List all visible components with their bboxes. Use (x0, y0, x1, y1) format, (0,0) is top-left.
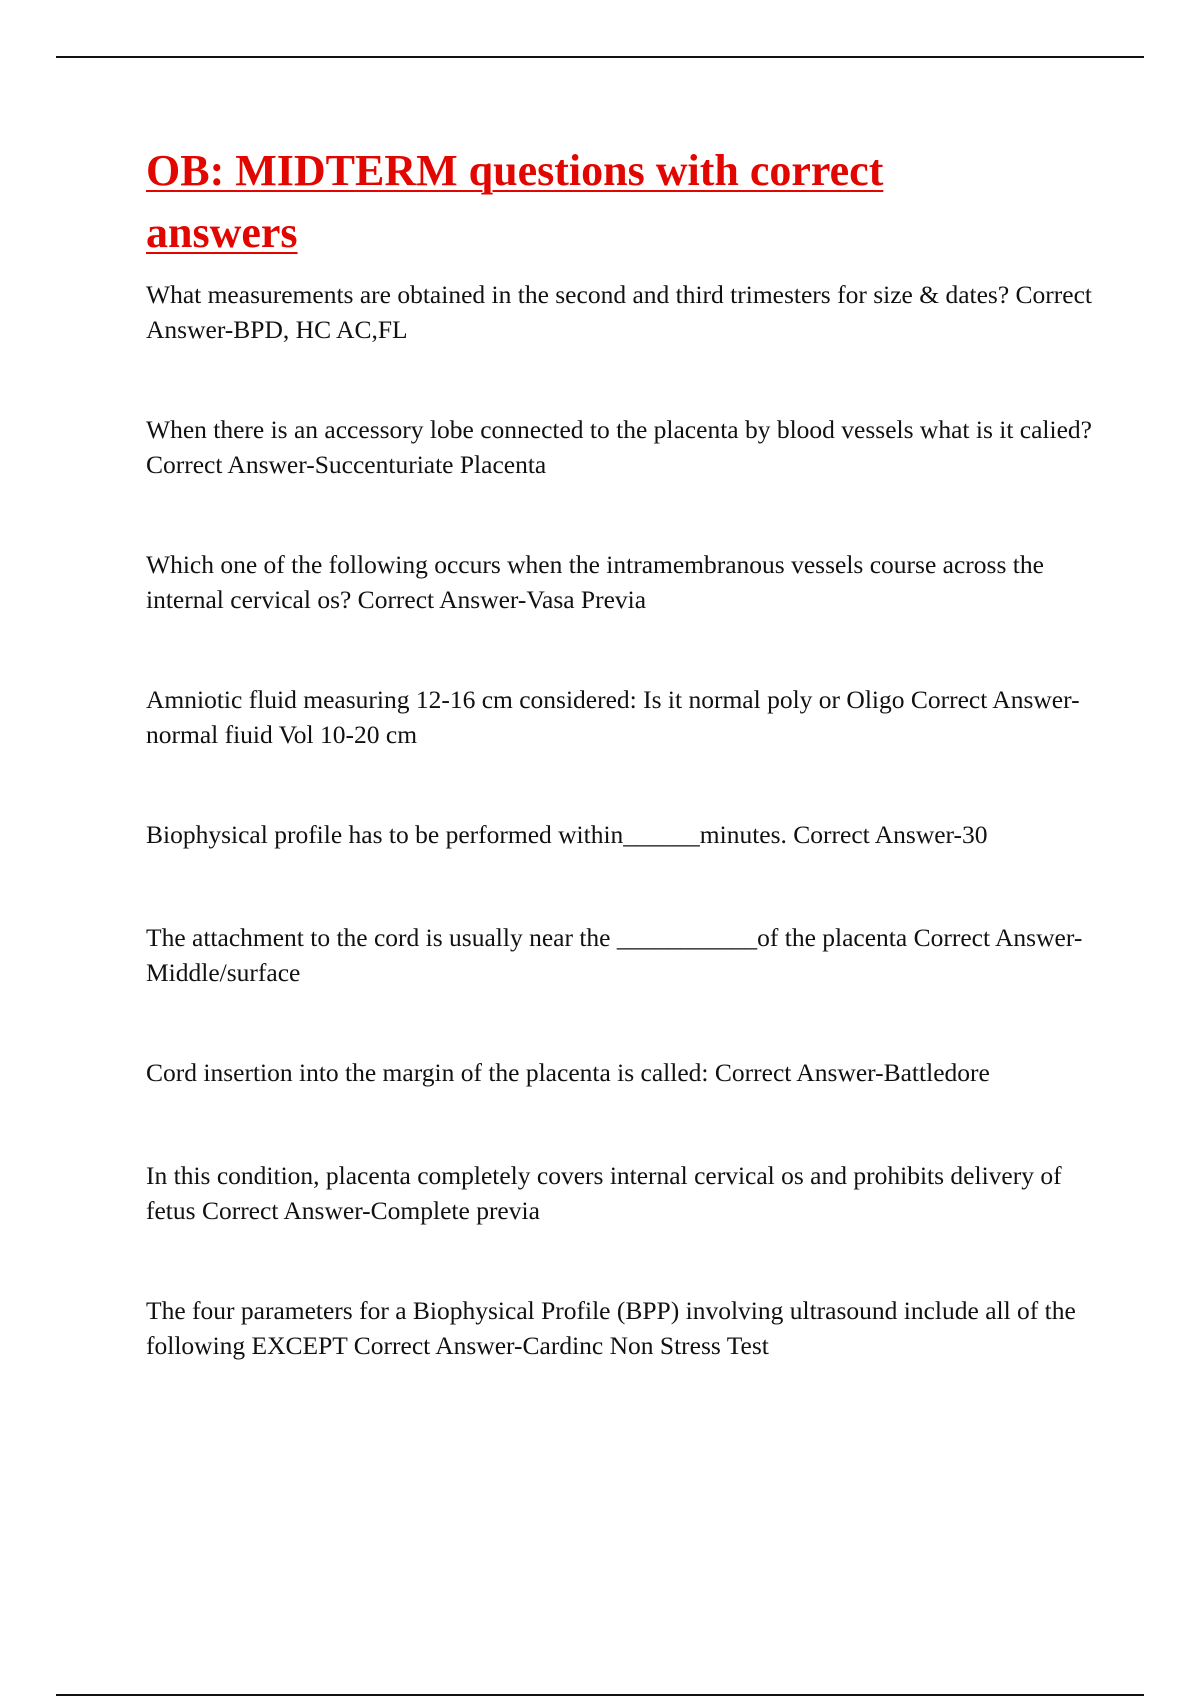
question-item-5: Biophysical profile has to be performed within______minutes. Correct Answer-30 (146, 820, 988, 849)
question-item-7: Cord insertion into the margin of the placenta is called: Correct Answer-Battledore (146, 1058, 990, 1087)
question-item-9: The four parameters for a Biophysical Profile (BPP) involving ultrasound include all of the following EXCEPT Correct Answer-Cardinc Non Stress Test (146, 1296, 1076, 1360)
question-item-6: The attachment to the cord is usually near the ___________of the placenta Correct Answer-Middle/surface (146, 923, 1083, 987)
question-item-4: Amniotic fluid measuring 12-16 cm considered: Is it normal poly or Oligo Correct Answer-normal fiuid Vol 10-20 cm (146, 685, 1080, 749)
question-item-1: What measurements are obtained in the second and third trimesters for size & dates? Correct Answer-BPD, HC AC,FL (146, 280, 1092, 344)
question-item-8: In this condition, placenta completely covers internal cervical os and prohibits delivery of fetus Correct Answer-Complete previa (146, 1161, 1062, 1225)
document-body (146, 140, 1096, 1428)
document-title: OB: MIDTERM questions with correct answers (146, 146, 884, 257)
question-item-3: Which one of the following occurs when the intramembranous vessels course across the internal cervical os? Correct Answer-Vasa Previa (146, 550, 1044, 614)
question-list (146, 277, 1096, 1363)
footer-rule (56, 1694, 1144, 1696)
header-rule (56, 56, 1144, 58)
question-item-2: When there is an accessory lobe connected to the placenta by blood vessels what is it calied? Correct Answer-Succenturiate Placenta (146, 415, 1092, 479)
